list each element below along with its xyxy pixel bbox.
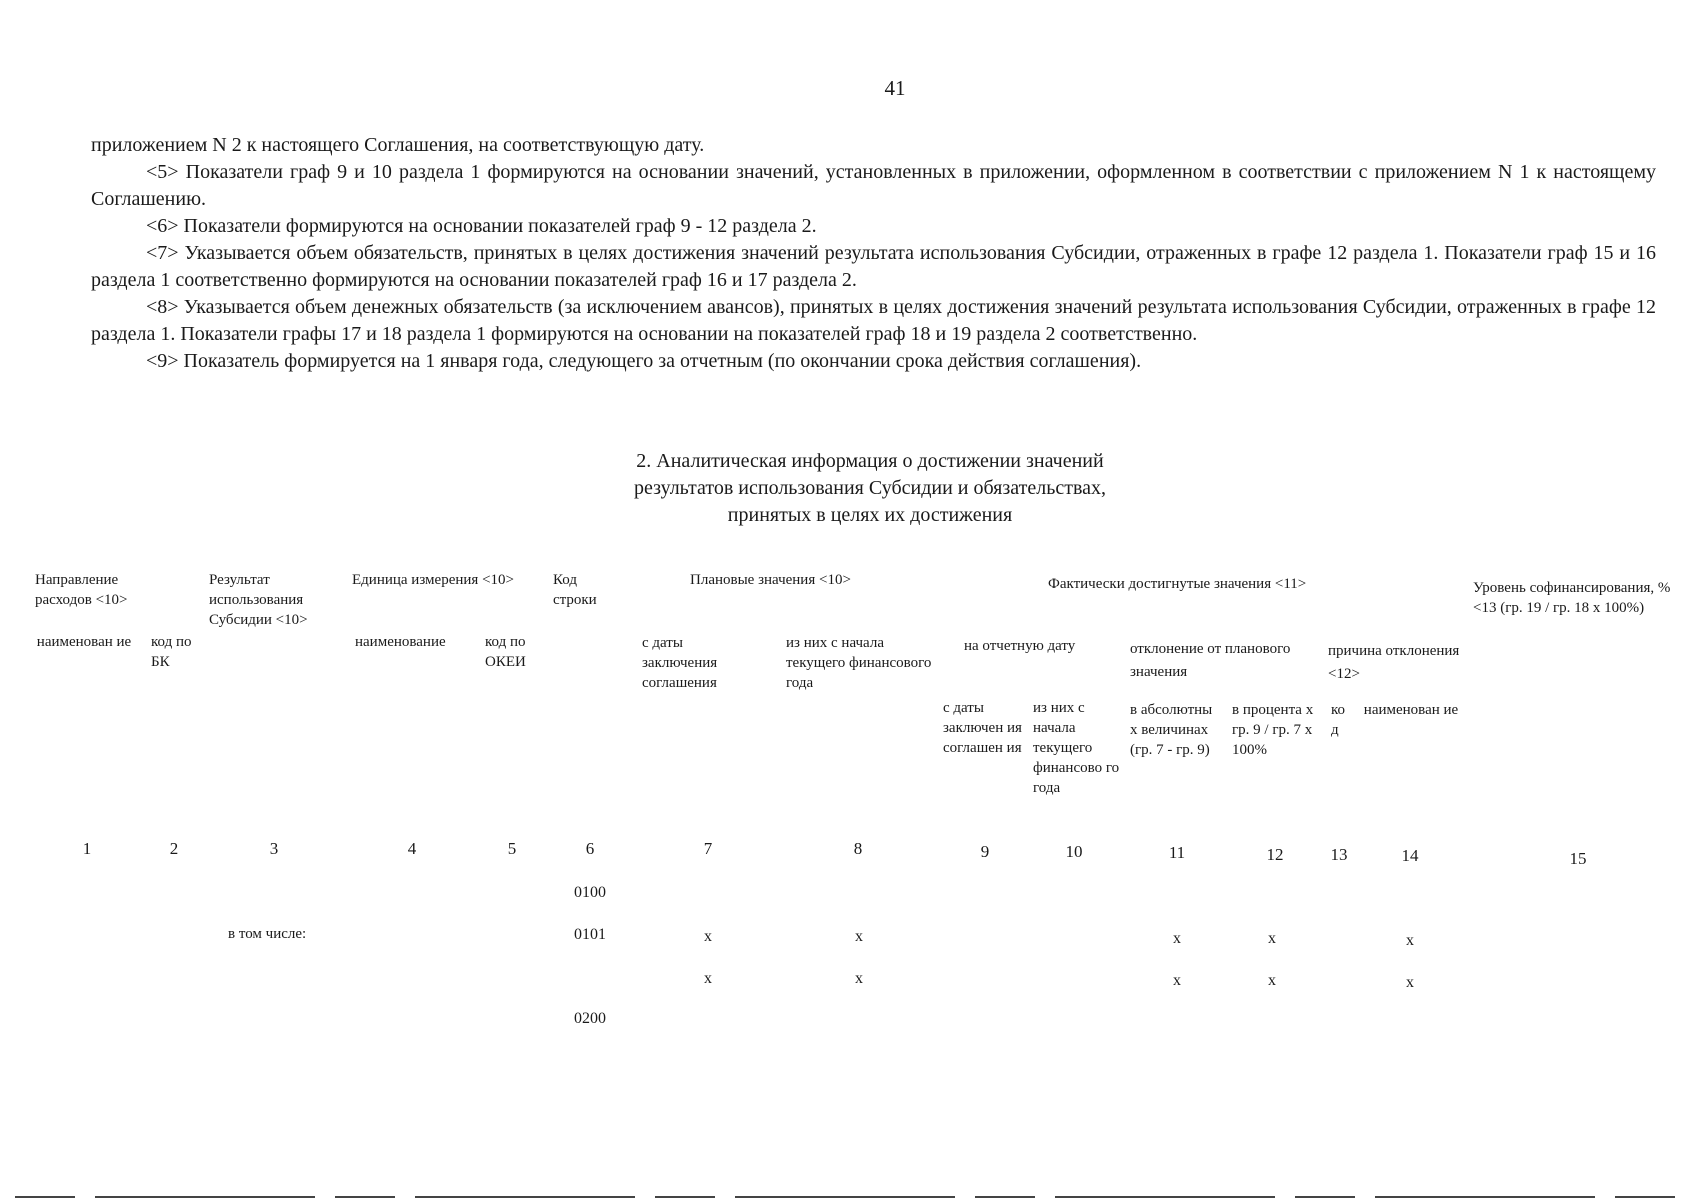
row-code: 0200: [574, 1010, 606, 1027]
header-cofinance: Уровень софинансирования, % <13 (гр. 19 / гр. 18 х 100%): [1473, 580, 1671, 616]
header-actual-report: на отчетную дату: [964, 638, 1076, 654]
footnote-6: <6> Показатели формируются на основании показателей граф 9 - 12 раздела 2.: [146, 215, 817, 237]
column-number: 11: [1168, 843, 1186, 862]
column-number: 4: [407, 839, 417, 858]
column-number: 14: [1401, 846, 1419, 865]
header-direction-code: код по БК: [151, 634, 192, 670]
section-title-line: принятых в целях их достижения: [727, 504, 1013, 526]
header-result: Результат использования Субсидии <10>: [209, 572, 308, 628]
row-label: в том числе:: [228, 926, 307, 942]
header-actual: Фактически достигнутые значения <11>: [1048, 576, 1307, 592]
header-planned-year: из них с начала текущего финансового года: [786, 635, 932, 691]
row-code: 0100: [574, 884, 606, 901]
header-actual-from: с даты заключен ия соглашен ия: [943, 700, 1022, 756]
header-unit-name: наименование: [355, 634, 446, 650]
section-title-line: 2. Аналитическая информация о достижении значений: [636, 450, 1104, 472]
cell-x: x: [855, 928, 863, 945]
column-number: 2: [169, 839, 179, 858]
header-row-code: Код строки: [553, 572, 597, 608]
page-number: 41: [884, 76, 906, 100]
column-number: 9: [980, 842, 990, 861]
section-title-line: результатов использования Субсидии и обязательствах,: [633, 477, 1107, 499]
footnote-5: <5> Показатели граф 9 и 10 раздела 1 формируются на основании значений, установленных в приложении, оформленном в соответствии с приложением N 1 к настоящему Соглашению.: [91, 161, 1656, 210]
column-number: 13: [1330, 845, 1348, 864]
header-planned: Плановые значения <10>: [690, 572, 851, 588]
header-deviation: отклонение от планового значения: [1130, 641, 1291, 680]
header-direction: Направление расходов <10>: [35, 572, 128, 608]
header-actual-year: из них с начала текущего финансово го года: [1033, 700, 1120, 796]
column-number: 3: [269, 839, 279, 858]
column-number: 10: [1065, 842, 1083, 861]
header-reason-name: наименован ие: [1363, 702, 1459, 718]
column-number: 12: [1266, 845, 1284, 864]
row-code: 0101: [574, 926, 606, 943]
header-reason: причина отклонения <12>: [1328, 643, 1460, 682]
column-number: 1: [82, 839, 92, 858]
footnote-9: <9> Показатель формируется на 1 января года, следующего за отчетным (по окончании срока действия соглашения).: [146, 350, 1142, 372]
footnote-8: <8> Указывается объем денежных обязательств (за исключением авансов), принятых в целях достижения значений результата использования Субсидии, отраженных в графе 12 раздела 1. Показатели графы 17 и 18 раздела 1 формируются на основании на показателей граф 18 и 19 раздела 2 соответственно.: [91, 296, 1656, 345]
header-direction-name: наименован ие: [36, 634, 132, 650]
cell-x: x: [1406, 974, 1414, 991]
column-number: 5: [507, 839, 517, 858]
paragraph: приложением N 2 к настоящего Соглашения, на соответствующую дату.: [91, 134, 705, 156]
header-unit-code: код по ОКЕИ: [485, 634, 526, 670]
header-deviation-pct: в процента х гр. 9 / гр. 7 х 100%: [1232, 702, 1314, 758]
section-title: [0, 448, 1695, 529]
cell-x: x: [1173, 972, 1181, 989]
bottom-divider: [15, 1196, 1680, 1198]
cell-x: x: [855, 970, 863, 987]
cell-x: x: [704, 970, 712, 987]
footnote-7: <7> Указывается объем обязательств, принятых в целях достижения значений результата использования Субсидии, отраженных в графе 12 раздела 1. Показатели граф 15 и 16 раздела 1 соответственно формируются на основании показателей граф 16 и 17 раздела 2.: [91, 242, 1656, 291]
column-number: 6: [585, 839, 595, 858]
cell-x: x: [1268, 972, 1276, 989]
column-number: 8: [853, 839, 863, 858]
column-number: 15: [1569, 849, 1587, 868]
cell-x: x: [1268, 930, 1276, 947]
column-number: 7: [703, 839, 713, 858]
header-unit: Единица измерения <10>: [352, 572, 514, 588]
cell-x: x: [1406, 932, 1414, 949]
cell-x: x: [704, 928, 712, 945]
footnotes: [91, 132, 1656, 375]
header-deviation-abs: в абсолютны х величинах (гр. 7 - гр. 9): [1130, 702, 1213, 758]
cell-x: x: [1173, 930, 1181, 947]
header-planned-from: с даты заключения соглашения: [642, 635, 718, 691]
header-reason-code: ко д: [1331, 702, 1346, 738]
